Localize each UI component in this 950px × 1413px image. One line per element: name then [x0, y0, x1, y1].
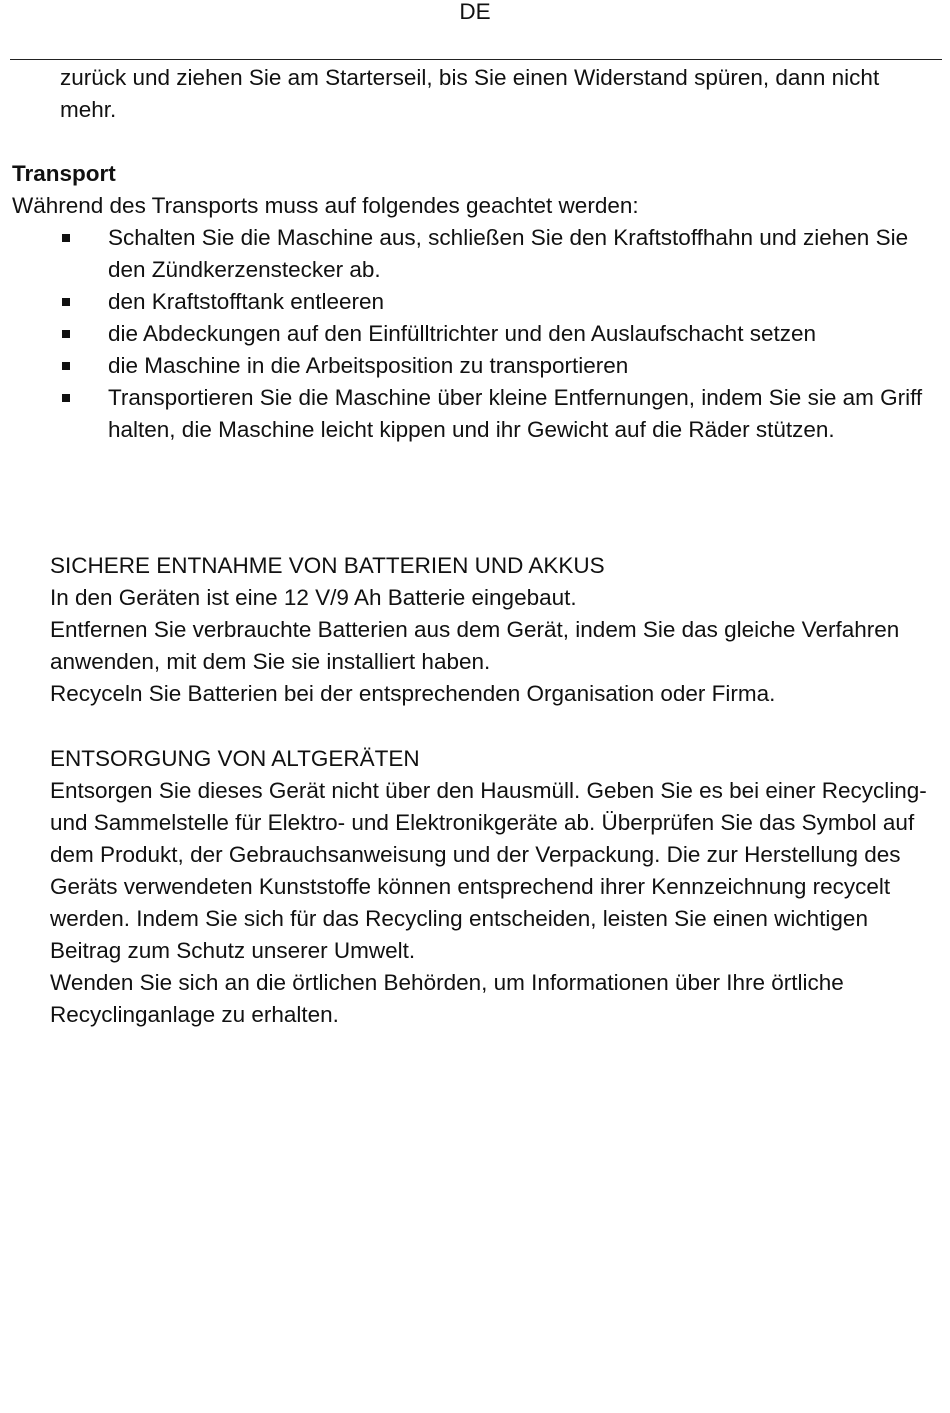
battery-text: In den Geräten ist eine 12 V/9 Ah Batterie eingebaut. — [50, 585, 577, 610]
bullet-icon — [62, 298, 70, 306]
list-item-text: Transportieren Sie die Maschine über kleine Entfernungen, indem Sie sie am Griff halten, die Maschine leicht kippen und ihr Gewicht auf die Räder stützen. — [108, 385, 923, 442]
list-item-text: den Kraftstofftank entleeren — [108, 289, 385, 314]
battery-text: Recyceln Sie Batterien bei der entsprechenden Organisation oder Firma. — [50, 681, 776, 706]
list-item-text: die Abdeckungen auf den Einfülltrichter und den Auslaufschacht setzen — [108, 321, 816, 346]
transport-list — [12, 222, 937, 446]
transport-intro: Während des Transports muss auf folgendes geachtet werden: — [12, 193, 639, 218]
list-item — [12, 318, 937, 350]
list-item — [12, 286, 937, 318]
battery-section — [50, 550, 935, 710]
transport-section — [12, 158, 937, 446]
bullet-icon — [62, 362, 70, 370]
battery-text: Entfernen Sie verbrauchte Batterien aus dem Gerät, indem Sie das gleiche Verfahren anwenden, mit dem Sie sie installiert haben. — [50, 617, 900, 674]
bullet-icon — [62, 394, 70, 402]
list-item-text: die Maschine in die Arbeitsposition zu transportieren — [108, 353, 629, 378]
bullet-icon — [62, 234, 70, 242]
list-item — [12, 382, 937, 446]
bullet-icon — [62, 330, 70, 338]
list-item — [12, 222, 937, 286]
transport-title: Transport — [12, 161, 116, 186]
disposal-title: ENTSORGUNG VON ALTGERÄTEN — [50, 746, 420, 771]
disposal-section — [50, 743, 935, 1031]
battery-title: SICHERE ENTNAHME VON BATTERIEN UND AKKUS — [50, 553, 605, 578]
disposal-text: Entsorgen Sie dieses Gerät nicht über den Hausmüll. Geben Sie es bei einer Recycling- und Sammelstelle für Elektro- und Elektronikgeräte ab. Überprüfen Sie das Symbol auf dem Produkt, der Gebrauchsanweisung und der Verpackung. Die zur Herstellung des Geräts verwendeten Kunststoffe können entsprechend ihrer Kennzeichnung recycelt werden. Indem Sie sich für das Recycling entscheiden, leisten Sie einen wichtigen Beitrag zum Schutz unserer Umwelt. — [50, 778, 927, 963]
list-item — [12, 350, 937, 382]
continuation-text: zurück und ziehen Sie am Starterseil, bis Sie einen Widerstand spüren, dann nicht mehr. — [60, 65, 880, 122]
header-divider — [10, 59, 942, 60]
language-header: DE — [459, 0, 491, 24]
disposal-text: Wenden Sie sich an die örtlichen Behörden, um Informationen über Ihre örtliche Recyclinganlage zu erhalten. — [50, 970, 844, 1027]
list-item-text: Schalten Sie die Maschine aus, schließen Sie den Kraftstoffhahn und ziehen Sie den Zündkerzenstecker ab. — [108, 225, 909, 282]
